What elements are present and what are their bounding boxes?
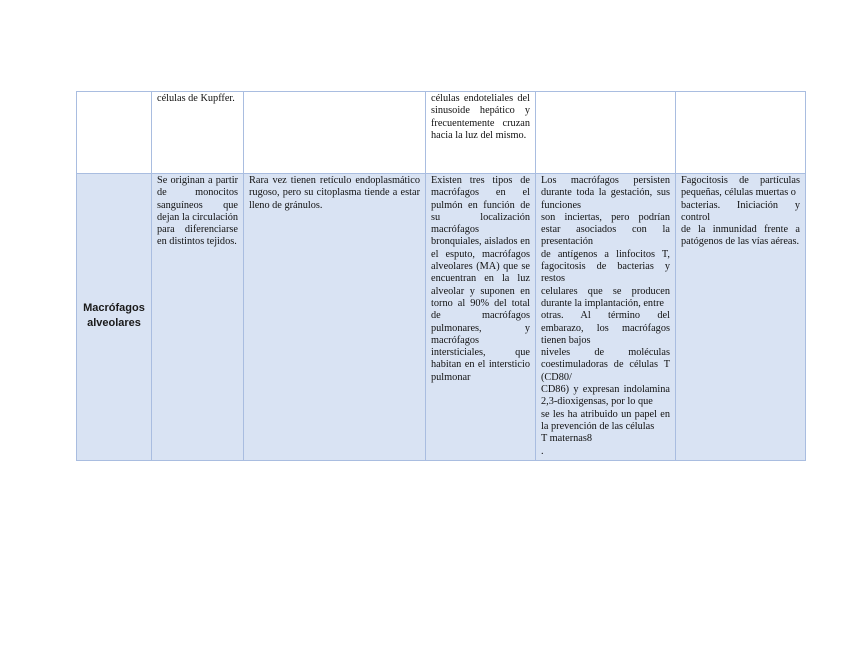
macrophage-table <box>76 91 806 461</box>
table-cell-function: Fagocitosis de partículas pequeñas, células muertas o bacterias. Iniciación y control de la inmunidad frente a patógenos de las vías aéreas. <box>676 174 806 461</box>
table-cell-location: Existen tres tipos de macrófagos en el pulmón en función de su localización macrófagos bronquiales, aislados en el esputo, macrófagos alveolares (MA) que se encuentran en la luz alveolar y suponen en torno al 90% del total de macrófagos pulmonares, y macrófagos intersticiales, que habitan en el intersticio pulmonar <box>426 174 536 461</box>
row-label-macrofagos-alveolares: Macrófagos alveolares <box>77 174 152 461</box>
table-cell-function-empty <box>676 92 806 174</box>
table-cell-location: células endoteliales del sinusoide hepático y frecuentemente cruzan hacia la luz del mismo. <box>426 92 536 174</box>
table-cell-pregnancy: Los macrófagos persisten durante toda la gestación, sus funciones son inciertas, pero podrían estar asociados con la presentación de antígenos a linfocitos T, fagocitosis de bacterias y restos celulares que se producen durante la implantación, entre otras. Al término del embarazo, los macrófagos tienen bajos niveles de moléculas coestimuladoras de células T (CD80/ CD86) y expresan indolamina 2,3-dioxigensas, por lo que se les ha atribuido un papel en la prevención de las células T maternas8 . <box>536 174 676 461</box>
table-row-macrofagos-alveolares <box>77 174 806 461</box>
table-cell-pregnancy-empty <box>536 92 676 174</box>
table-cell-morphology: Rara vez tienen retículo endoplasmático rugoso, pero su citoplasma tiende a estar lleno de gránulos. <box>244 174 426 461</box>
table-cell-label-empty <box>77 92 152 174</box>
table-cell-origin: células de Kupffer. <box>152 92 244 174</box>
table-cell-origin: Se originan a partir de monocitos sanguíneos que dejan la circulación para diferenciarse en distintos tejidos. <box>152 174 244 461</box>
table-row-continuation <box>77 92 806 174</box>
table-cell-morphology-empty <box>244 92 426 174</box>
